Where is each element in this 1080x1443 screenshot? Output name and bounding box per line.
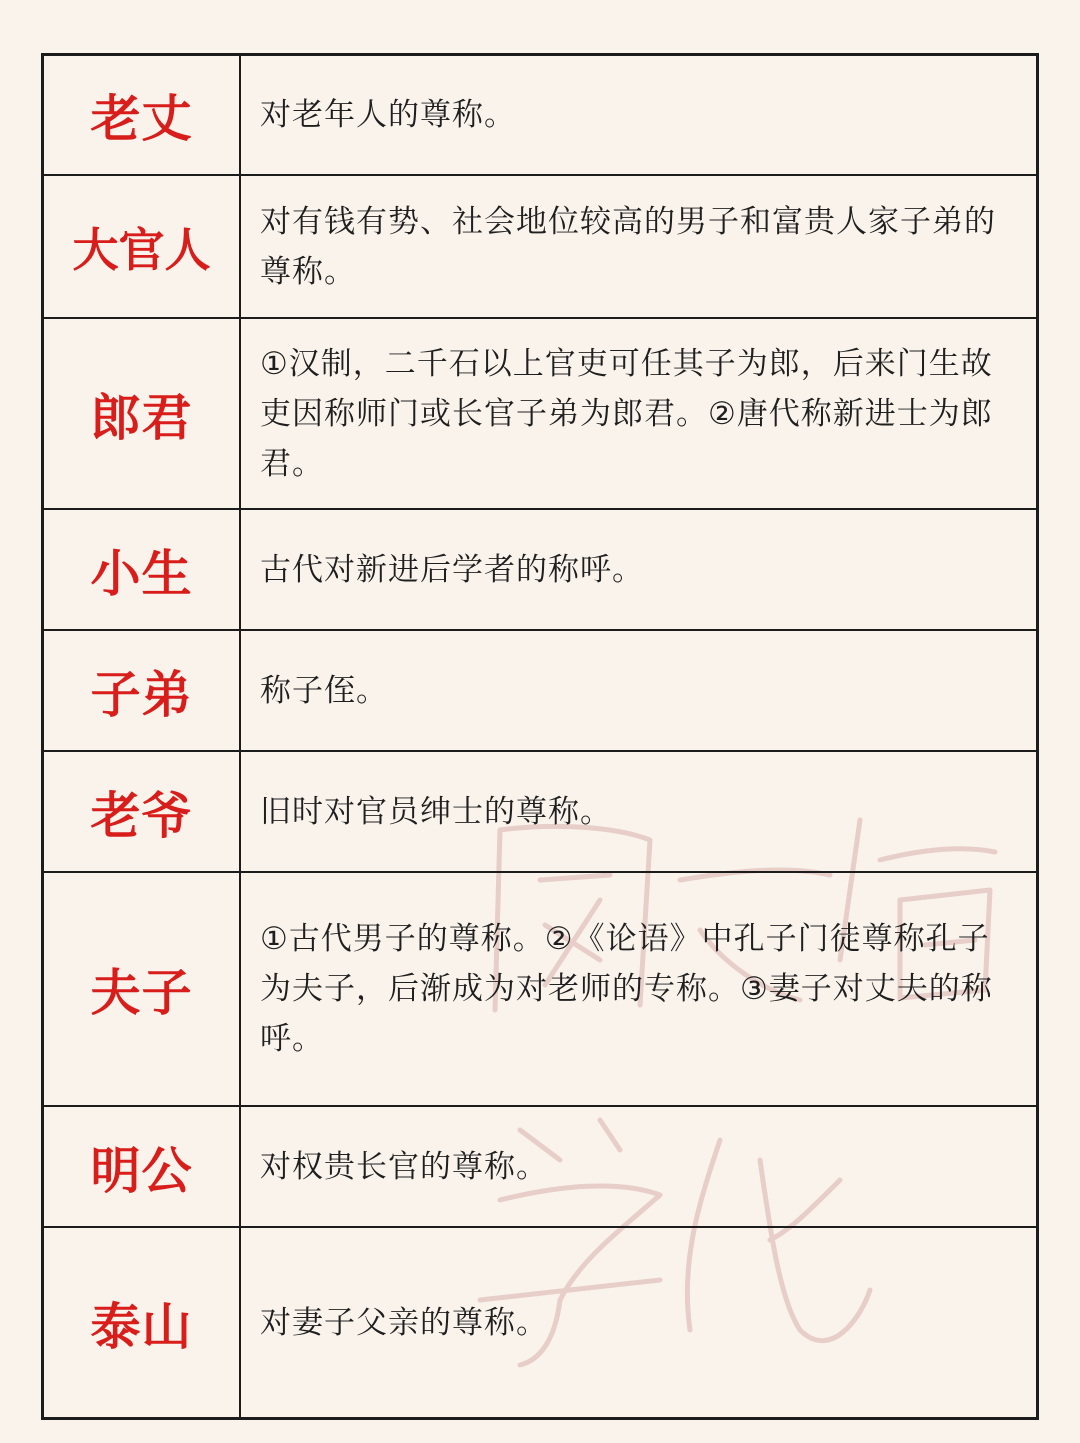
term-cell: 老丈 [44,56,241,176]
term-cell: 小生 [44,510,241,631]
term-cell: 子弟 [44,631,241,752]
definition-cell: ①汉制，二千石以上官吏可任其子为郎，后来门生故吏因称师门或长官子弟为郎君。②唐代称新进士为郎君。 [241,319,1036,510]
definition-cell: ①古代男子的尊称。②《论语》中孔子门徒尊称孔子为夫子，后渐成为对老师的专称。③妻子对丈夫的称呼。 [241,873,1036,1107]
term-cell: 泰山 [44,1228,241,1417]
term-cell: 大官人 [44,176,241,319]
honorifics-table [41,53,1039,1420]
definition-cell: 对权贵长官的尊称。 [241,1107,1036,1228]
term-cell: 夫子 [44,873,241,1107]
definition-cell: 对妻子父亲的尊称。 [260,1304,548,1341]
definition-cell: 古代对新进后学者的称呼。 [241,510,1036,631]
term-cell: 明公 [44,1107,241,1228]
definition-cell: 对有钱有势、社会地位较高的男子和富贵人家子弟的尊称。 [241,176,1036,319]
definition-cell: 对老年人的尊称。 [241,56,1036,176]
definition-cell: 称子侄。 [241,631,1036,752]
term-cell: 老爷 [44,752,241,873]
definition-cell: 旧时对官员绅士的尊称。 [241,752,1036,873]
term-cell: 郎君 [44,319,241,510]
